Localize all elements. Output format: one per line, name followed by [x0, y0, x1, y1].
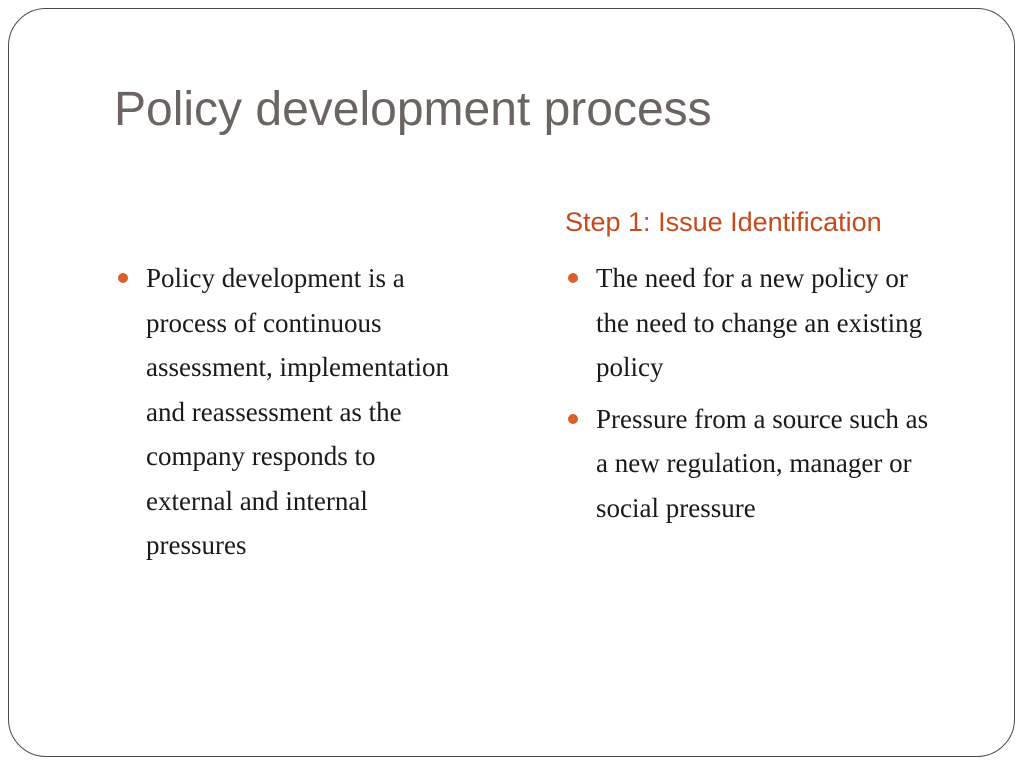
- right-bullet-list: [566, 256, 946, 537]
- bullet-text: The need for a new policy or the need to change an existing policy: [596, 263, 923, 382]
- column-heading: Step 1: Issue Identification: [565, 207, 882, 237]
- bullet-text: Policy development is a process of continuous assessment, implementation and reassessment as the company responds to external and internal pressures: [146, 263, 449, 560]
- list-item: [566, 397, 946, 531]
- slide-title: Policy development process: [114, 83, 712, 136]
- bullet-icon: [118, 273, 128, 283]
- left-bullet-list: [116, 256, 461, 575]
- bullet-icon: [568, 414, 578, 424]
- bullet-text: Pressure from a source such as a new regulation, manager or social pressure: [596, 403, 929, 523]
- list-item: [566, 256, 946, 390]
- list-item: [116, 256, 461, 568]
- bullet-icon: [568, 273, 578, 283]
